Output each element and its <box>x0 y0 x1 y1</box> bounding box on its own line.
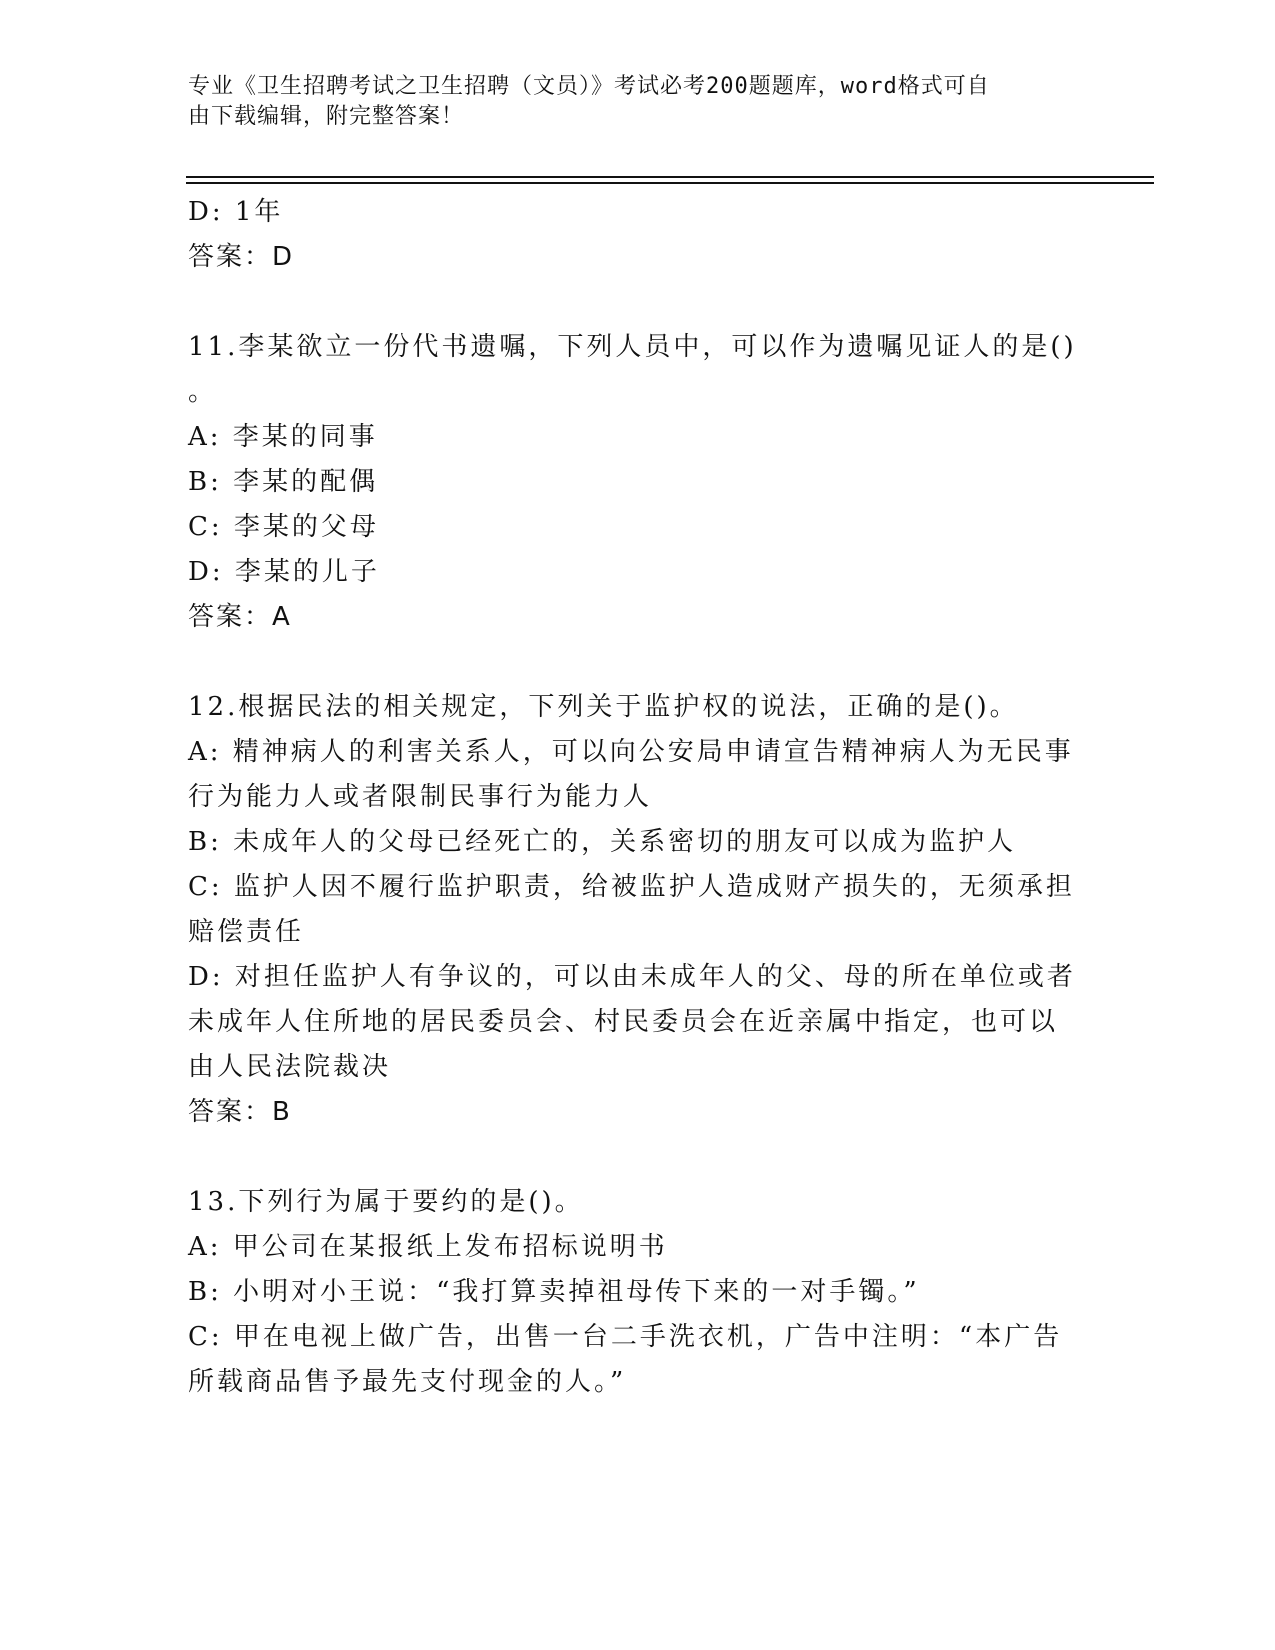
header-line-1: 专业《卫生招聘考试之卫生招聘（文员）》考试必考200题题库，word格式可自 <box>188 74 990 99</box>
header-divider-top <box>186 176 1154 178</box>
page-header <box>188 72 1068 132</box>
option-b: B: 李某的配偶 <box>188 467 379 497</box>
option-a: A: 甲公司在某报纸上发布招标说明书 <box>188 1232 668 1262</box>
option-c-continued: 所载商品售予最先支付现金的人。” <box>188 1367 627 1397</box>
prev-answer: 答案：D <box>188 242 295 272</box>
header-line-2: 由下载编辑，附完整答案！ <box>188 104 465 129</box>
option-c: C: 甲在电视上做广告，出售一台二手洗衣机，广告中注明：“本广告 <box>188 1322 1063 1352</box>
option-d: D: 李某的儿子 <box>188 557 380 587</box>
answer: 答案：A <box>188 602 292 632</box>
option-c-continued: 赔偿责任 <box>188 917 305 947</box>
option-b: B: 未成年人的父母已经死亡的，关系密切的朋友可以成为监护人 <box>188 827 1017 857</box>
question-stem-continued: 。 <box>188 377 218 407</box>
option-a: A: 李某的同事 <box>188 422 378 452</box>
option-d-continued: 由人民法院裁决 <box>188 1052 392 1082</box>
question-13 <box>188 1180 1078 1405</box>
option-c: C: 监护人因不履行监护职责，给被监护人造成财产损失的，无须承担 <box>188 872 1075 902</box>
spacer <box>188 280 1078 325</box>
option-c: C: 李某的父母 <box>188 512 379 542</box>
question-stem: 11.李某欲立一份代书遗嘱，下列人员中，可以作为遗嘱见证人的是() <box>188 332 1077 362</box>
option-d: D: 对担任监护人有争议的，可以由未成年人的父、母的所在单位或者 <box>188 962 1076 992</box>
option-a-continued: 行为能力人或者限制民事行为能力人 <box>188 782 653 812</box>
answer: 答案：B <box>188 1097 292 1127</box>
option-d-continued: 未成年人住所地的居民委员会、村民委员会在近亲属中指定，也可以 <box>188 1007 1059 1037</box>
option-b: B: 小明对小王说：“我打算卖掉祖母传下来的一对手镯。” <box>188 1277 920 1307</box>
prev-option-d: D: 1年 <box>188 197 284 227</box>
question-12 <box>188 685 1078 1135</box>
question-stem: 13.下列行为属于要约的是()。 <box>188 1187 584 1217</box>
spacer <box>188 1135 1078 1180</box>
question-stem: 12.根据民法的相关规定，下列关于监护权的说法，正确的是()。 <box>188 692 1019 722</box>
option-a: A: 精神病人的利害关系人，可以向公安局申请宣告精神病人为无民事 <box>188 737 1074 767</box>
header-divider-bottom <box>186 182 1154 184</box>
spacer <box>188 640 1078 685</box>
question-content <box>188 190 1078 1405</box>
question-11 <box>188 325 1078 640</box>
